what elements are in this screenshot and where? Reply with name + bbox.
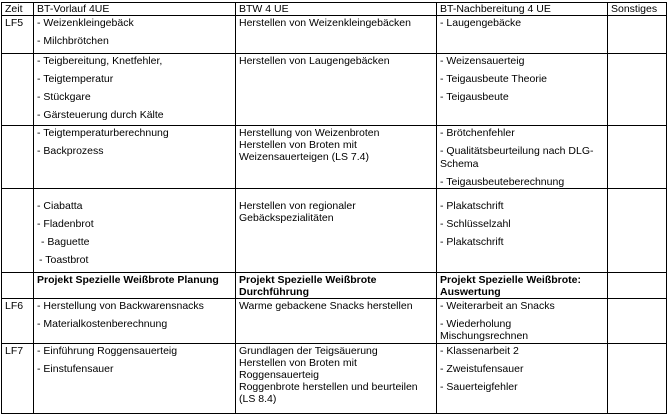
list-item: - Teigtemperaturberechnung xyxy=(37,127,169,139)
cell-sonstiges xyxy=(608,54,667,126)
cell-nachbereitung xyxy=(437,126,608,189)
cell-btw xyxy=(236,189,437,273)
list-item: - Toastbrot xyxy=(39,254,89,266)
list-item: - Teigausbeute Theorie xyxy=(440,73,548,85)
cell-zeit xyxy=(2,189,34,273)
cell-vorlauf xyxy=(34,126,236,189)
cell-nachbereitung xyxy=(437,299,608,344)
cell-text: Roggensauerteig xyxy=(239,369,319,381)
list-item: - Milchbrötchen xyxy=(37,35,109,47)
cell-btw xyxy=(236,16,437,54)
cell-btw xyxy=(236,299,437,344)
cell-nachbereitung xyxy=(437,54,608,126)
list-item: Schema xyxy=(440,158,479,170)
list-item: - Qualitätsbeurteilung nach DLG- xyxy=(440,145,594,157)
cell-text: Durchführung xyxy=(239,286,309,298)
table-row xyxy=(2,126,667,189)
cell-text: Gebäckspezialitäten xyxy=(239,212,334,224)
cell-text: Herstellen von Weizenkleingebäcken xyxy=(239,17,411,29)
header-nachbereitung: BT-Nachbereitung 4 UE xyxy=(437,3,608,16)
cell-nachbereitung xyxy=(437,16,608,54)
cell-nachbereitung xyxy=(437,189,608,273)
list-item: - Zweistufensauer xyxy=(440,363,524,375)
cell-text: Warme gebackene Snacks herstellen xyxy=(239,300,413,312)
cell-text: Projekt Spezielle Weißbrote Planung xyxy=(37,274,219,286)
list-item: - Weiterarbeit an Snacks xyxy=(440,300,555,312)
table-row xyxy=(2,16,667,54)
list-item: - Teigtemperatur xyxy=(37,73,114,85)
cell-sonstiges xyxy=(608,126,667,189)
cell-sonstiges xyxy=(608,344,667,414)
cell-text: Projekt Spezielle Weißbrote xyxy=(239,274,377,286)
cell-text: Herstellung von Weizenbroten xyxy=(239,127,380,139)
cell-vorlauf xyxy=(34,299,236,344)
list-item: Mischungsrechnen xyxy=(440,330,529,342)
cell-sonstiges xyxy=(608,16,667,54)
list-item: - Plakatschrift xyxy=(440,236,504,248)
list-item: - Ciabatta xyxy=(37,200,83,212)
list-item: - Gärsteuerung durch Kälte xyxy=(37,109,164,121)
list-item: - Stückgare xyxy=(37,91,91,103)
list-item: - Einstufensauer xyxy=(37,363,114,375)
table-row xyxy=(2,299,667,344)
table-row xyxy=(2,273,667,299)
header-btw: BTW 4 UE xyxy=(236,3,437,16)
table-row xyxy=(2,189,667,273)
cell-nachbereitung xyxy=(437,273,608,299)
cell-vorlauf xyxy=(34,54,236,126)
cell-btw xyxy=(236,344,437,414)
cell-zeit xyxy=(2,54,34,126)
list-item: - Sauerteigfehler xyxy=(440,381,518,393)
cell-zeit xyxy=(2,273,34,299)
cell-vorlauf xyxy=(34,344,236,414)
cell-text: Projekt Spezielle Weißbrote: xyxy=(440,274,582,286)
cell-text: Auswertung xyxy=(440,286,501,298)
list-item: - Herstellung von Backwarensnacks xyxy=(37,300,204,312)
list-item: - Teigausbeute xyxy=(440,91,509,103)
cell-text: Roggenbrote herstellen und beurteilen xyxy=(239,381,418,393)
list-item: - Teigbereitung, Knetfehler, xyxy=(37,55,163,67)
list-item: - Wiederholung xyxy=(440,318,512,330)
lesson-plan-table xyxy=(1,2,667,414)
cell-text: Herstellen von Broten mit xyxy=(239,357,357,369)
table-row xyxy=(2,344,667,414)
header-row xyxy=(2,3,667,16)
cell-btw xyxy=(236,126,437,189)
list-item: - Fladenbrot xyxy=(37,218,94,230)
cell-text: Herstellen von Laugengebäcken xyxy=(239,55,390,67)
cell-sonstiges xyxy=(608,299,667,344)
table-row xyxy=(2,54,667,126)
cell-btw xyxy=(236,273,437,299)
cell-btw xyxy=(236,54,437,126)
cell-nachbereitung xyxy=(437,344,608,414)
list-item: - Weizensauerteig xyxy=(440,55,525,67)
cell-sonstiges xyxy=(608,189,667,273)
cell-zeit: LF5 xyxy=(2,16,34,54)
list-item: - Teigausbeuteberechnung xyxy=(440,176,565,188)
cell-vorlauf xyxy=(34,273,236,299)
cell-text: Herstellen von Broten mit xyxy=(239,139,357,151)
list-item: - Backprozess xyxy=(37,145,104,157)
list-item: - Brötchenfehler xyxy=(440,127,515,139)
header-sonstiges: Sonstiges xyxy=(608,3,667,16)
cell-vorlauf xyxy=(34,16,236,54)
header-zeit: Zeit xyxy=(2,3,34,16)
list-item: - Klassenarbeit 2 xyxy=(440,345,519,357)
list-item: - Materialkostenberechnung xyxy=(37,318,168,330)
list-item: - Laugengebäcke xyxy=(440,17,522,29)
cell-text: Grundlagen der Teigsäuerung xyxy=(239,345,378,357)
cell-zeit: LF7 xyxy=(2,344,34,414)
cell-text: Herstellen von regionaler xyxy=(239,200,356,212)
cell-sonstiges xyxy=(608,273,667,299)
header-vorlauf: BT-Vorlauf 4UE xyxy=(34,3,236,16)
list-item: - Weizenkleingebäck xyxy=(37,17,134,29)
list-item: - Plakatschrift xyxy=(440,200,504,212)
cell-zeit xyxy=(2,126,34,189)
list-item: - Schlüsselzahl xyxy=(440,218,511,230)
list-item: - Baguette xyxy=(41,236,90,248)
list-item: - Einführung Roggensauerteig xyxy=(37,345,178,357)
cell-zeit: LF6 xyxy=(2,299,34,344)
cell-text: Weizensauerteigen (LS 7.4) xyxy=(239,151,369,163)
cell-vorlauf xyxy=(34,189,236,273)
cell-text: (LS 8.4) xyxy=(239,393,277,405)
